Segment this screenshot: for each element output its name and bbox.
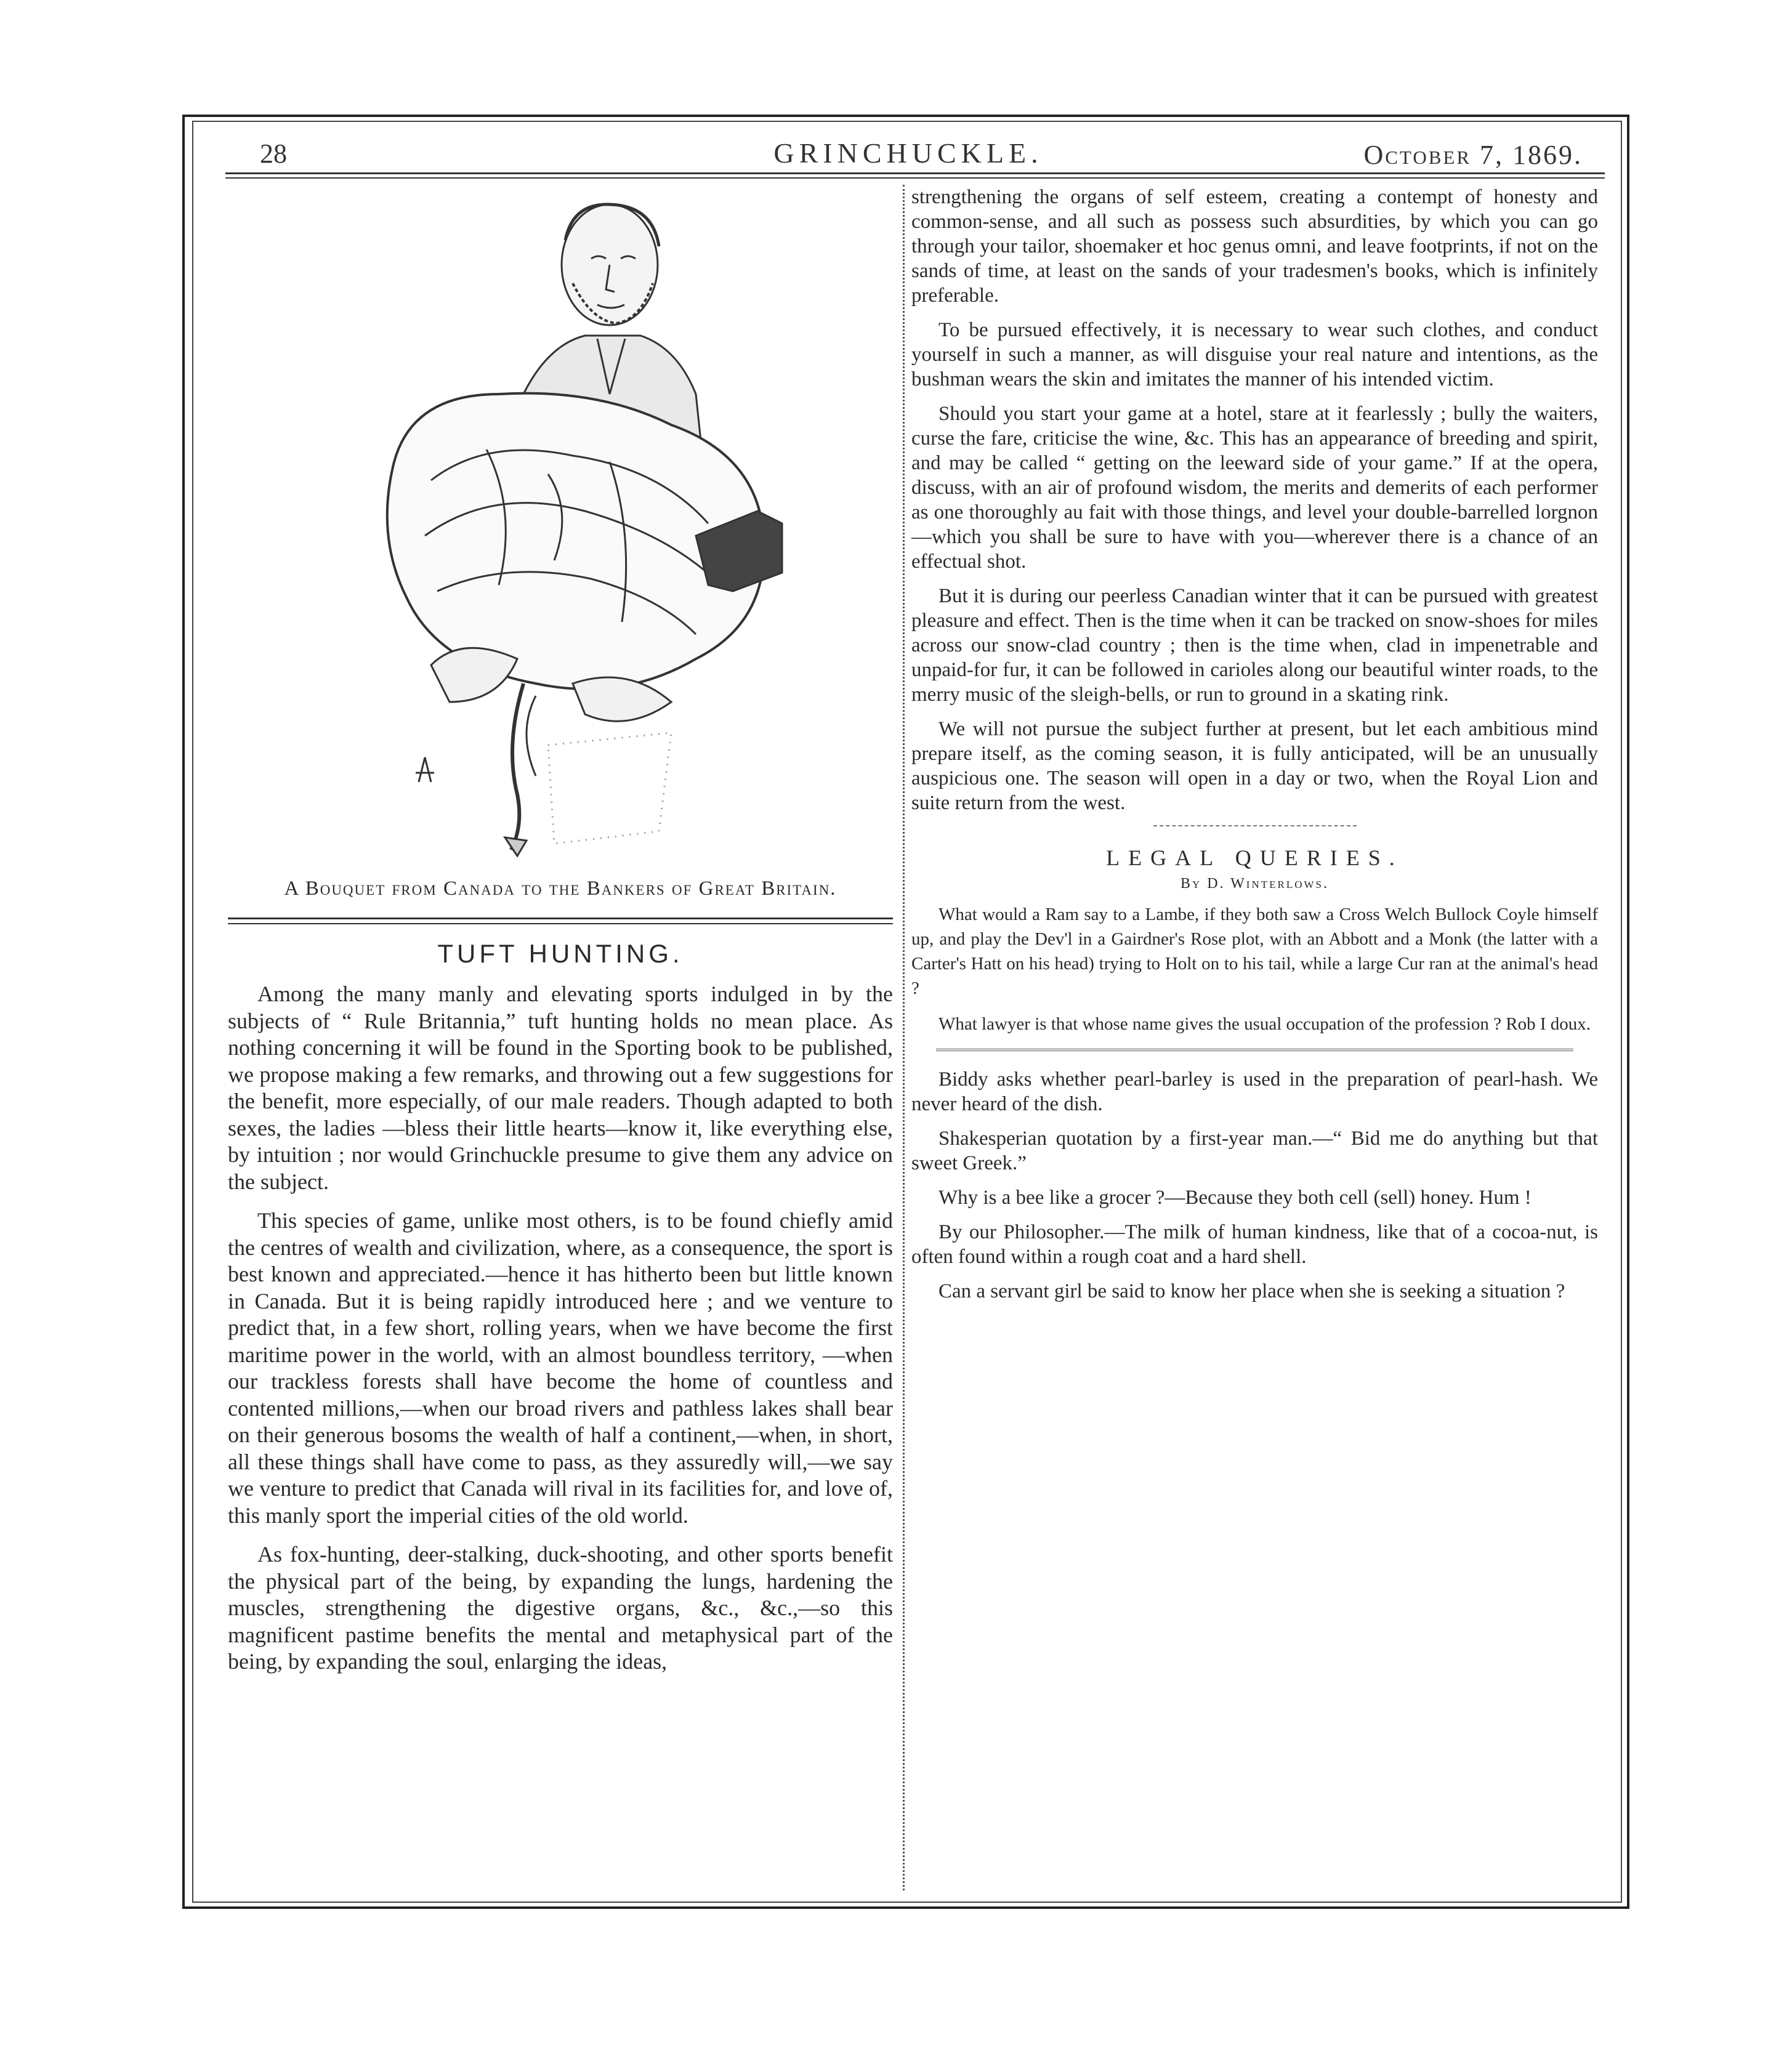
article-paragraph: Should you start your game at a hotel, stare at it fearlessly ; bully the waiters, curse the fare, criticise the wine, &c. This has an appearance of breeding and spirit, and may be called “ getting on the leeward side of your game.” If at the opera, discuss, with an air of profound wisdom, the merits and demerits of each performer as one thoroughly au fait with those things, and level your double-barrelled lorgnon—which you shall be sure to have with you—wherever there is a chance of an effectual shot. <box>911 403 1598 573</box>
joke-paragraph: Why is a bee like a grocer ?—Because they both cell (sell) honey. Hum ! <box>938 1187 1532 1209</box>
joke-paragraph: By our Philosopher.—The milk of human kindness, like that of a cocoa-nut, is often found within a rough coat and a hard shell. <box>911 1221 1598 1268</box>
column-divider <box>903 185 905 1890</box>
right-column <box>911 185 1598 1313</box>
article-paragraph: But it is during our peerless Canadian winter that it can be pursued with greatest pleasure and effect. Then is the time when it can be tracked on snow-shoes for miles across our snow-clad country ; then is the time when, clad in impenetrable and unpaid-for fur, it can be followed in carioles along our beautiful winter roads, to the merry music of the sleigh-bells, or run to ground in a skating rink. <box>911 585 1598 706</box>
figure-caption: A Bouquet from Canada to the Bankers of Great Britain. <box>284 877 837 900</box>
article-title: TUFT HUNTING. <box>437 939 684 968</box>
joke-paragraph: Shakesperian quotation by a first-year man.—“ Bid me do anything but that sweet Greek.” <box>911 1127 1598 1174</box>
article-paragraph: Among the many manly and elevating sports indulged in by the subjects of “ Rule Britannia,” tuft hunting holds no mean place. As nothing concerning it will be found in the Sporting book to be published, we propose making a few remarks, and throwing out a few suggestions for the benefit, more especially, of our male readers. Though adapted to both sexes, the ladies —bless their little hearts—know it, like everything else, by intuition ; nor would Grinchuckle presume to give them any advice on the subject. <box>228 982 893 1194</box>
short-divider <box>1153 825 1357 826</box>
article-paragraph: This species of game, unlike most others, is to be found chiefly amid the centres of wealth and civilization, where, as a consequence, the sport is best known and appreciated.—hence it has hitherto been but little known in Canada. But it is being rapidly introduced here ; and we venture to predict that, in a few short, rolling years, when we have become the first maritime power in the world, with an almost boundless territory, —when our trackless forests shall have become the home of countless and contented millions,—when our broad rivers and pathless lakes shall bear on their generous bosoms the wealth of half a continent,—when, in short, all these things shall have come to pass, as they assuredly will,—we say we venture to predict that Canada will rival in its facilities for, and love of, this manly sport the imperial cities of the old world. <box>228 1208 893 1528</box>
query-paragraph: What would a Ram say to a Lambe, if they both saw a Cross Welch Bullock Coyle himself up, and play the Dev'l in a Gairdner's Rose plot, with an Abbott and a Monk (the latter with a Carter's Hatt on his head) trying to Holt on to his tail, while a large Cur ran at the animal's head ? <box>911 905 1598 998</box>
short-divider <box>936 1049 1573 1051</box>
page-number: 28 <box>260 139 287 169</box>
joke-paragraph: Can a servant girl be said to know her place when she is seeking a situation ? <box>938 1280 1565 1302</box>
article-paragraph: strengthening the organs of self esteem, creating a contempt of honesty and common-sense, and all such as possess such absurdities, by which you can go through your tailor, shoemaker et hoc genus omni, and leave footprints, if not on the sands of time, at least on the sands of your tradesmen's books, which is infinitely preferable. <box>911 186 1598 307</box>
article-paragraph: As fox-hunting, deer-stalking, duck-shooting, and other sports benefit the physical part of the being, by expanding the lungs, hardening the muscles, strengthening the digestive organs, &c., &c.,—so this magnificent pastime benefits the mental and metaphysical part of the being, by expanding the soul, enlarging the ideas, <box>228 1542 893 1674</box>
section-rule <box>228 918 893 924</box>
article-paragraph: We will not pursue the subject further at present, but let each ambitious mind prepare itself, as the coming season, it is fully anticipated, will be an unusually auspicious one. The season will open in a day or two, when the Royal Lion and suite return from the west. <box>911 718 1598 814</box>
joke-paragraph: Biddy asks whether pearl-barley is used in the preparation of pearl-hash. We never heard of the dish. <box>911 1068 1598 1115</box>
section-title: LEGAL QUERIES. <box>1106 845 1403 870</box>
left-column <box>228 191 893 1688</box>
issue-date: October 7, 1869. <box>1363 140 1583 170</box>
article-paragraph: To be pursued effectively, it is necessary to wear such clothes, and conduct yourself in such a manner, as will disguise your real nature and intentions, as the bushman wears the skin and imitates the manner of his intended victim. <box>911 319 1598 390</box>
byline: By D. Winterlows. <box>1180 876 1330 892</box>
query-paragraph: What lawyer is that whose name gives the usual occupation of the profession ? Rob I doux. <box>938 1014 1591 1034</box>
masthead-title: GRINCHUCKLE. <box>773 137 1043 169</box>
caricature-illustration <box>228 191 893 868</box>
man-in-rose-drawing <box>228 191 893 868</box>
page-header <box>209 131 1607 174</box>
header-rule <box>225 172 1605 179</box>
